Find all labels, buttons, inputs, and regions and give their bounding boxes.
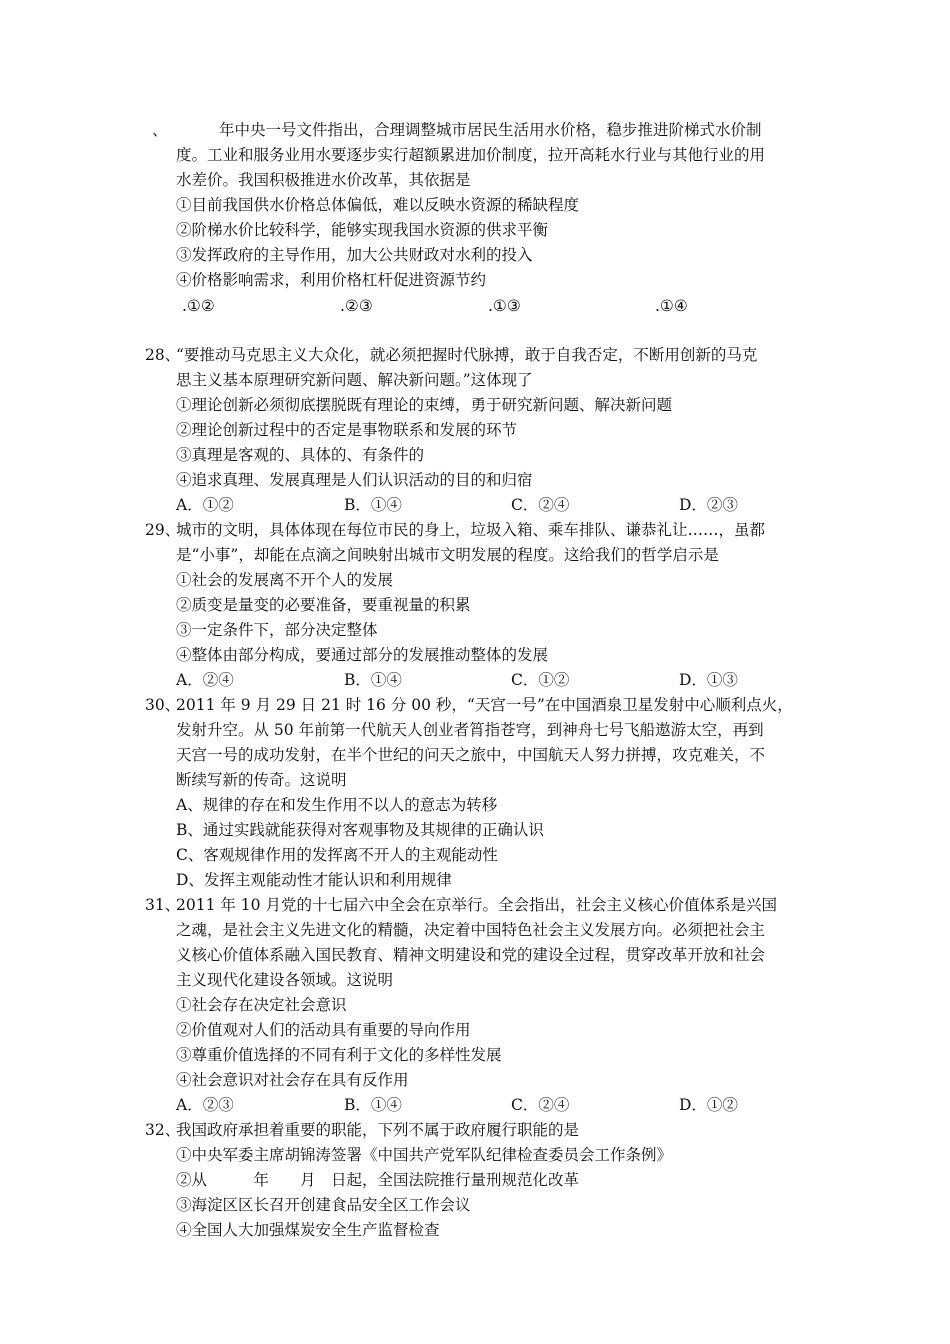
answer-choice: D．②③ (679, 496, 738, 514)
statement-item: ④整体由部分构成，要通过部分的发展推动整体的发展 (176, 646, 549, 664)
question-stem-line: 是“小事”，却能在点滴之间映射出城市文明发展的程度。这给我们的哲学启示是 (176, 546, 719, 564)
question-stem-line: 天宫一号的成功发射，在半个世纪的问天之旅中，中国航天人努力拼搏，攻克难关，不 (176, 746, 766, 764)
answer-choice: A．②③ (176, 1096, 234, 1114)
answer-choice: .①② (182, 297, 215, 315)
question-number: 30、 (145, 696, 181, 714)
statement-item: ①社会存在决定社会意识 (176, 996, 347, 1014)
statement-item: ③发挥政府的主导作用，加大公共财政对水利的投入 (176, 246, 533, 264)
statement-item: ②价值观对人们的活动具有重要的导向作用 (176, 1021, 471, 1039)
question-stem-line: 水差价。我国积极推进水价改革，其依据是 (176, 171, 471, 189)
answer-option: A、规律的存在和发生作用不以人的意志为转移 (176, 796, 498, 814)
question-stem-line: 思主义基本原理研究新问题、解决新问题。”这体现了 (176, 371, 533, 389)
question-stem-line: 2011 年 10 月党的十七届六中全会在京举行。全会指出，社会主义核心价值体系是兴国 (176, 896, 777, 914)
answer-choice: D．①② (679, 1096, 738, 1114)
answer-choice: C．①② (511, 671, 570, 689)
statement-item: ②从 年 月 日起，全国法院推行量刑规范化改革 (176, 1171, 580, 1189)
answer-option: D、发挥主观能动性才能认识和利用规律 (176, 871, 452, 889)
answer-choice: B．①④ (344, 1096, 402, 1114)
statement-item: ②质变是量变的必要准备，要重视量的积累 (176, 596, 471, 614)
question-stem-line: “要推动马克思主义大众化，就必须把握时代脉搏，敢于自我否定，不断用创新的马克 (176, 346, 758, 364)
statement-item: ③一定条件下，部分决定整体 (176, 621, 378, 639)
statement-item: ④全国人大加强煤炭安全生产监督检查 (176, 1221, 440, 1239)
question-number: 29、 (145, 521, 181, 539)
question-stem-line: 年中央一号文件指出，合理调整城市居民生活用水价格，稳步推进阶梯式水价制 (188, 121, 762, 139)
question-number: 28、 (145, 346, 181, 364)
statement-item: ④价格影响需求，利用价格杠杆促进资源节约 (176, 271, 487, 289)
statement-item: ①理论创新必须彻底摆脱既有理论的束缚，勇于研究新问题、解决新问题 (176, 396, 673, 414)
question-number: 32、 (145, 1121, 181, 1139)
answer-option: B、通过实践就能获得对客观事物及其规律的正确认识 (176, 821, 544, 839)
question-stem-line: 2011 年 9 月 29 日 21 时 16 分 00 秒，“天宫一号”在中国酒泉卫星发射中心顺利点火， (176, 696, 793, 714)
answer-choice: B．①④ (344, 671, 402, 689)
question-stem-line: 之魂，是社会主义先进文化的精髓，决定着中国特色社会主义发展方向。必须把社会主 (176, 921, 766, 939)
answer-choice: A．①② (176, 496, 234, 514)
answer-choice: C．②④ (511, 496, 570, 514)
question-stem-line: 发射升空。从 50 年前第一代航天人创业者筲指苍穹，到神舟七号飞船遨游太空，再到 (176, 721, 764, 739)
question-number: 、 (152, 121, 168, 139)
statement-item: ②阶梯水价比较科学，能够实现我国水资源的供求平衡 (176, 221, 549, 239)
statement-item: ④社会意识对社会存在具有反作用 (176, 1071, 409, 1089)
answer-choice: D．①③ (679, 671, 738, 689)
question-stem-line: 主义现代化建设各领域。这说明 (176, 971, 394, 989)
statement-item: ③尊重价值选择的不同有利于文化的多样性发展 (176, 1046, 502, 1064)
statement-item: ③海淀区区长召开创建食品安全区工作会议 (176, 1196, 471, 1214)
answer-choice: .②③ (340, 297, 373, 315)
answer-choice: A．②④ (176, 671, 234, 689)
statement-item: ④追求真理、发展真理是人们认识活动的目的和归宿 (176, 471, 533, 489)
question-stem-line: 城市的文明，具体体现在每位市民的身上，垃圾入箱、乘车排队、谦恭礼让……，虽都 (176, 521, 766, 539)
question-stem-line: 义核心价值体系融入国民教育、精神文明建设和党的建设全过程，贯穿改革开放和社会 (176, 946, 766, 964)
question-stem-line: 度。工业和服务业用水要逐步实行超额累进加价制度，拉开高耗水行业与其他行业的用 (176, 146, 766, 164)
answer-choice: C．②④ (511, 1096, 570, 1114)
question-stem-line: 断续写新的传奇。这说明 (176, 771, 347, 789)
answer-choice: .①④ (655, 297, 688, 315)
statement-item: ①中央军委主席胡锦涛签署《中国共产党军队纪律检查委员会工作条例》 (176, 1146, 673, 1164)
question-number: 31、 (145, 896, 181, 914)
question-stem-line: 我国政府承担着重要的职能，下列不属于政府履行职能的是 (176, 1121, 580, 1139)
statement-item: ①目前我国供水价格总体偏低，难以反映水资源的稀缺程度 (176, 196, 580, 214)
answer-choice: B．①④ (344, 496, 402, 514)
statement-item: ③真理是客观的、具体的、有条件的 (176, 446, 425, 464)
answer-choice: .①③ (488, 297, 521, 315)
answer-option: C、客观规律作用的发挥离不开人的主观能动性 (176, 846, 498, 864)
statement-item: ②理论创新过程中的否定是事物联系和发展的环节 (176, 421, 518, 439)
statement-item: ①社会的发展离不开个人的发展 (176, 571, 394, 589)
